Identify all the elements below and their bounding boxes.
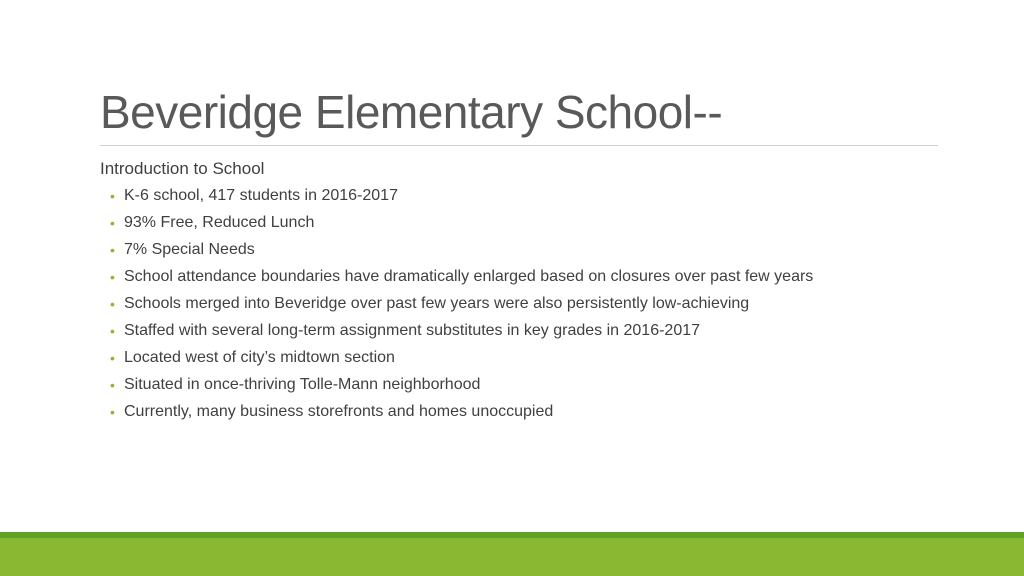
bullet-text: Currently, many business storefronts and homes unoccupied bbox=[124, 403, 554, 420]
bullet-text: 93% Free, Reduced Lunch bbox=[124, 214, 315, 231]
bullet-text: Schools merged into Beveridge over past few years were also persistently low-achieving bbox=[124, 295, 750, 312]
bullet-item bbox=[100, 374, 938, 401]
bullet-item bbox=[100, 320, 938, 347]
bullet-icon: • bbox=[110, 323, 115, 339]
bullet-text: Staffed with several long-term assignment substitutes in key grades in 2016-2017 bbox=[124, 322, 701, 339]
slide-content bbox=[100, 158, 938, 428]
title-divider bbox=[100, 145, 938, 146]
bullet-item bbox=[100, 401, 938, 428]
bullet-text: School attendance boundaries have dramatically enlarged based on closures over past few years bbox=[124, 268, 814, 285]
bullet-icon: • bbox=[110, 296, 115, 312]
bullet-text: Located west of city’s midtown section bbox=[124, 349, 395, 366]
bullet-item bbox=[100, 212, 938, 239]
bullet-item bbox=[100, 347, 938, 374]
footer-bar bbox=[0, 538, 1024, 576]
bullet-item bbox=[100, 266, 938, 293]
slide-title: Beveridge Elementary School-- bbox=[100, 86, 723, 138]
bullet-icon: • bbox=[110, 377, 115, 393]
bullet-icon: • bbox=[110, 215, 115, 231]
bullet-list bbox=[100, 185, 938, 428]
bullet-item bbox=[100, 293, 938, 320]
bullet-icon: • bbox=[110, 404, 115, 420]
bullet-icon: • bbox=[110, 350, 115, 366]
intro-heading: Introduction to School bbox=[100, 159, 265, 178]
bullet-text: K-6 school, 417 students in 2016-2017 bbox=[124, 187, 398, 204]
bullet-icon: • bbox=[110, 269, 115, 285]
bullet-text: 7% Special Needs bbox=[124, 241, 255, 258]
bullet-text: Situated in once-thriving Tolle-Mann neighborhood bbox=[124, 376, 481, 393]
bullet-icon: • bbox=[110, 188, 115, 204]
bullet-item bbox=[100, 185, 938, 212]
bullet-item bbox=[100, 239, 938, 266]
bullet-icon: • bbox=[110, 242, 115, 258]
